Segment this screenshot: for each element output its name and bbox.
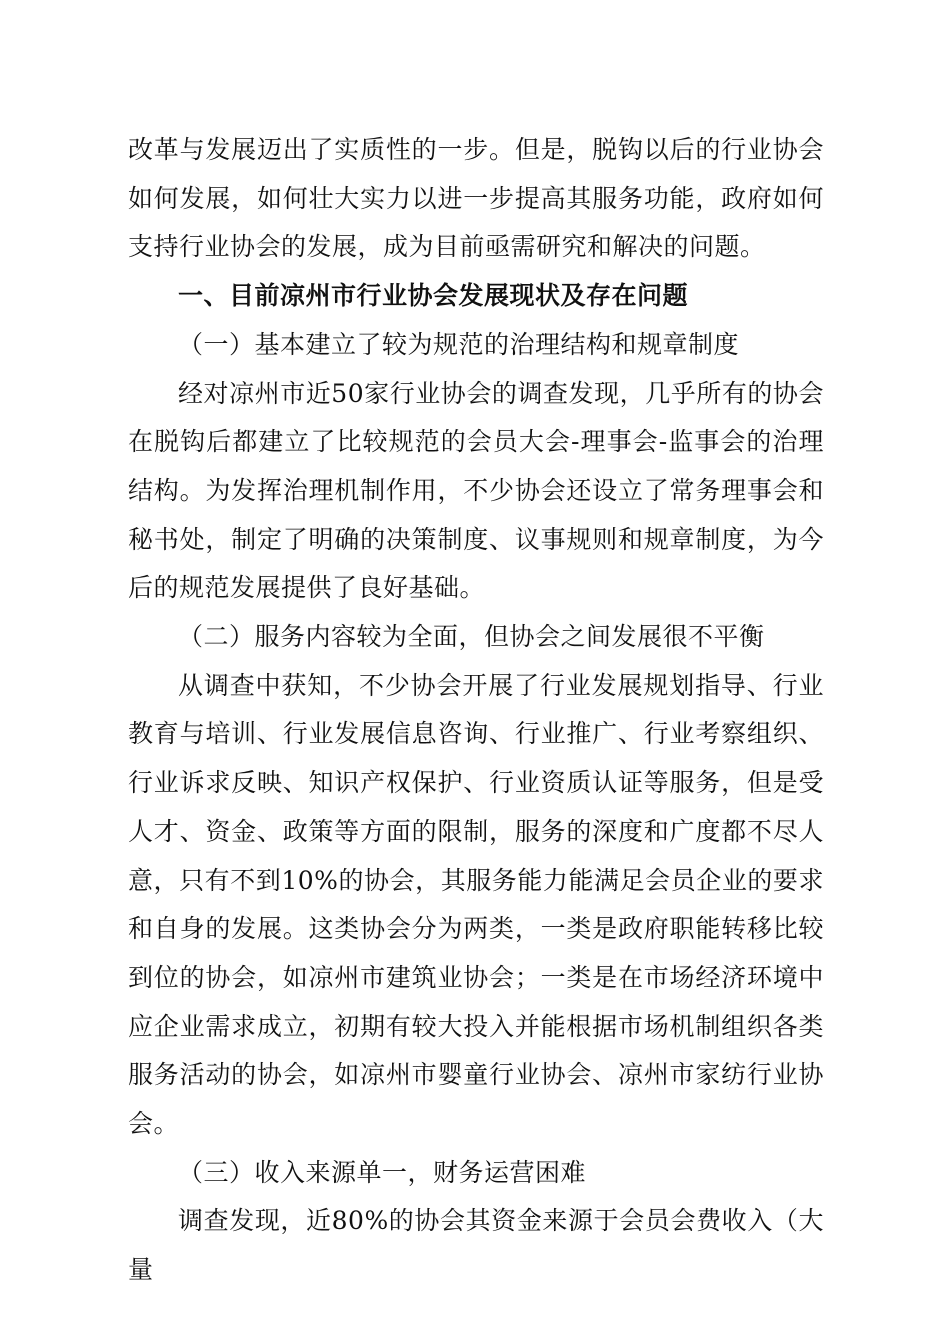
document-body [128,126,824,1295]
subsection-heading-3: （三）收入来源单一，财务运营困难 [178,1157,587,1187]
subsection-heading-2: （二）服务内容较为全面，但协会之间发展很不平衡 [178,622,765,652]
section-heading: 一、目前凉州市行业协会发展现状及存在问题 [178,281,689,311]
paragraph-intro-continuation: 改革与发展迈出了实质性的一步。但是，脱钩以后的行业协会如何发展，如何壮大实力以进一步提高其服务功能，政府如何支持行业协会的发展，成为目前亟需研究和解决的问题。 [128,135,824,262]
paragraph-governance: 经对凉州市近50家行业协会的调查发现，几乎所有的协会在脱钩后都建立了比较规范的会员大会-理事会-监事会的治理结构。为发挥治理机制作用，不少协会还设立了常务理事会和秘书处，制定了明确的决策制度、议事规则和规章制度，为今后的规范发展提供了良好基础。 [128,378,824,603]
paragraph-services: 从调查中获知，不少协会开展了行业发展规划指导、行业教育与培训、行业发展信息咨询、行业推广、行业考察组织、行业诉求反映、知识产权保护、行业资质认证等服务，但是受人才、资金、政策等方面的限制，服务的深度和广度都不尽人意，只有不到10%的协会，其服务能力能满足会员企业的要求和自身的发展。这类协会分为两类，一类是政府职能转移比较到位的协会，如凉州市建筑业协会；一类是在市场经济环境中应企业需求成立，初期有较大投入并能根据市场机制组织各类服务活动的协会，如凉州市婴童行业协会、凉州市家纺行业协会。 [128,670,824,1139]
paragraph-finance: 调查发现，近80%的协会其资金来源于会员会费收入（大量 [128,1206,824,1285]
subsection-heading-1: （一）基本建立了较为规范的治理结构和规章制度 [178,329,740,359]
